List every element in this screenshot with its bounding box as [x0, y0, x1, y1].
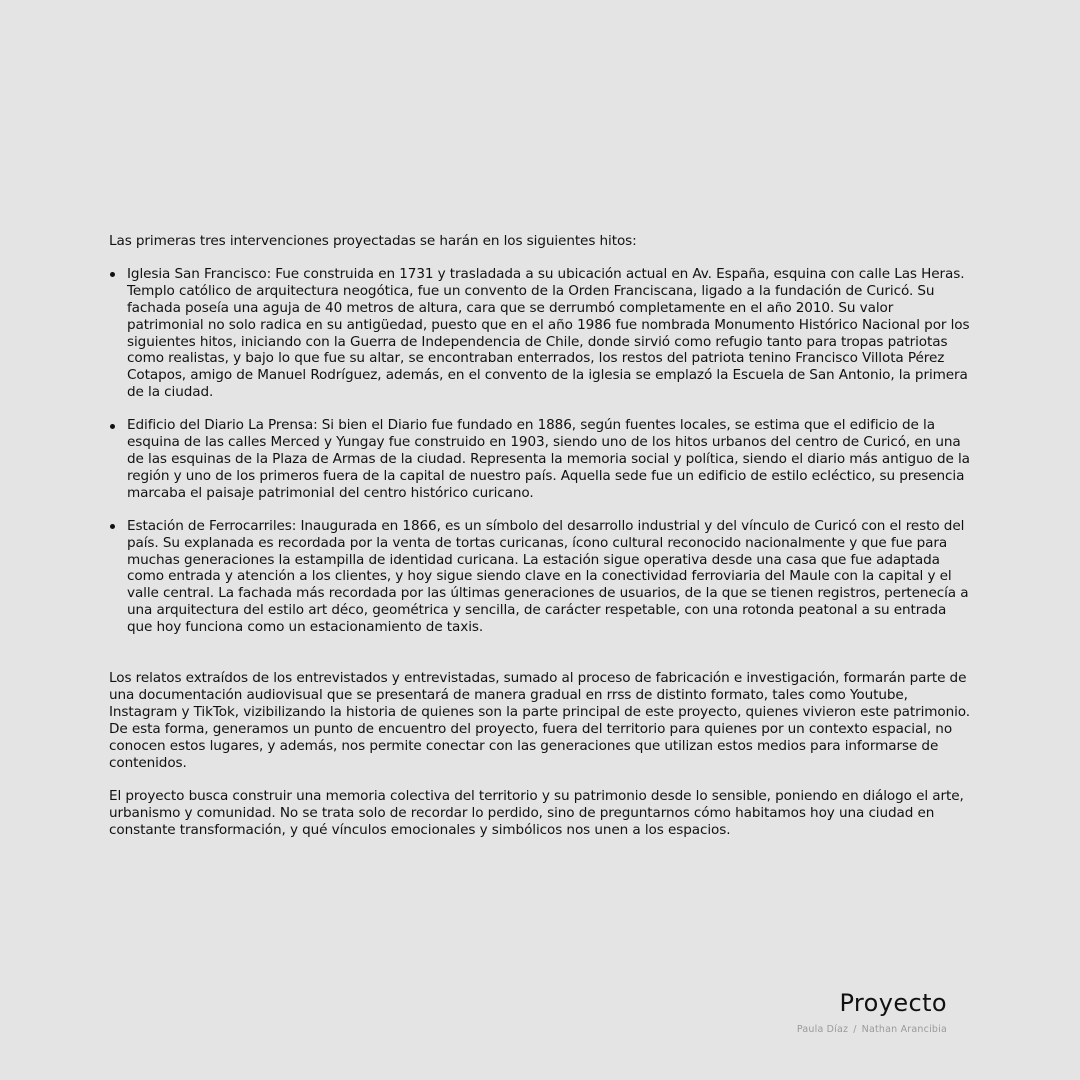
author-name: Nathan Arancibia [861, 1024, 947, 1035]
credits-separator: / [853, 1024, 857, 1035]
list-item: Estación de Ferrocarriles: Inaugurada en 1866, es un símbolo del desarrollo industrial y del vínculo de Curicó con el resto del país. Su explanada es recordada por la venta de tortas curicanas, ícono cultural reconocido nacionalmente y que fue para muchas generaciones la estampilla de identidad curicana. La estación sigue operativa desde una casa que fue adaptada como entrada y atención a los clientes, y hoy sigue siendo clave en la conectividad ferroviaria del Maule con la capital y el valle central. La fachada más recordada por las últimas generaciones de usuarios, de la que se tienen registros, pertenecía a una arquitectura del estilo art déco, geométrica y sencilla, de carácter respetable, con una rotonda peatonal a su entrada que hoy funciona como un estacionamiento de taxis. [109, 518, 971, 636]
paragraph-relatos: Los relatos extraídos de los entrevistados y entrevistadas, sumado al proceso de fabricación e investigación, formarán parte de una documentación audiovisual que se presentará de manera gradual en rrss de distinto formato, tales como Youtube, Instagram y TikTok, vizibilizando la historia de quienes son la parte principal de este proyecto, quienes vivieron este patrimonio. De esta forma, generamos un punto de encuentro del proyecto, fuera del territorio para quienes por un contexto espacial, no conocen estos lugares, y además, nos permite conectar con las generaciones que utilizan estos medios para informarse de contenidos. [109, 670, 970, 771]
document-body [109, 233, 971, 839]
page-footer [797, 988, 947, 1036]
list-item: Edificio del Diario La Prensa: Si bien el Diario fue fundado en 1886, según fuentes locales, se estima que el edificio de la esquina de las calles Merced y Yungay fue construido en 1903, siendo uno de los hitos urbanos del centro de Curicó, en una de las esquinas de la Plaza de Armas de la ciudad. Representa la memoria social y política, siendo el diario más antiguo de la región y uno de los primeros fuera de la capital de nuestro país. Aquella sede fue un edificio de estilo ecléctico, su presencia marcaba el paisaje patrimonial del centro histórico curicano. [109, 417, 971, 502]
list-item: Iglesia San Francisco: Fue construida en 1731 y trasladada a su ubicación actual en Av. España, esquina con calle Las Heras. Templo católico de arquitectura neogótica, fue un convento de la Orden Franciscana, ligado a la fundación de Curicó. Su fachada poseía una aguja de 40 metros de altura, cara que se derrumbó completamente en el año 2010. Su valor patrimonial no solo radica en su antigüedad, puesto que en el año 1986 fue nombrada Monumento Histórico Nacional por los siguientes hitos, iniciando con la Guerra de Independencia de Chile, donde sirvió como refugio tanto para tropas patriotas como realistas, y bajo lo que fue su altar, se encontraban enterrados, los restos del patriota tenino Francisco Villota Pérez Cotapos, amigo de Manuel Rodríguez, además, en el convento de la iglesia se emplazó la Escuela de San Antonio, la primera de la ciudad. [109, 266, 971, 401]
page-title: Proyecto [839, 989, 947, 1017]
intro-text: Las primeras tres intervenciones proyectadas se harán en los siguientes hitos: [109, 233, 637, 249]
hitos-list [109, 266, 971, 636]
paragraph-memoria: El proyecto busca construir una memoria colectiva del territorio y su patrimonio desde lo sensible, poniendo en diálogo el arte, urbanismo y comunidad. No se trata solo de recordar lo perdido, sino de preguntarnos cómo habitamos hoy una ciudad en constante transformación, y qué vínculos emocionales y simbólicos nos unen a los espacios. [109, 788, 964, 839]
author-name: Paula Díaz [796, 1024, 849, 1035]
author-credits [797, 1024, 947, 1036]
